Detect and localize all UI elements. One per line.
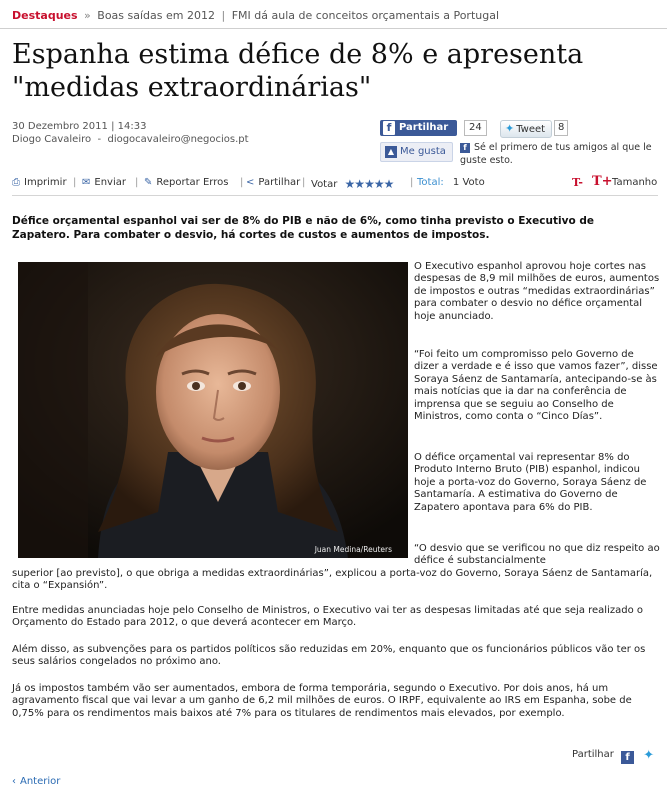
toolbar-divider: | [135,177,139,188]
twitter-bird-icon[interactable]: ✦ [643,748,655,763]
envelope-icon: ✉ [82,177,91,188]
send-label: Enviar [94,177,126,188]
toolbar-divider: | [302,177,306,188]
font-size-label: Tamanho [612,177,658,188]
bottom-share-label: Partilhar [572,749,614,760]
font-smaller-button[interactable]: T- [572,176,583,189]
breadcrumb [12,9,499,22]
tweet-count: 8 [554,120,568,136]
author-email[interactable]: diogocavaleiro@negocios.pt [107,134,249,145]
rating-stars[interactable] [345,177,394,191]
share-icon: < [246,177,255,188]
facebook-small-icon: f [460,143,470,153]
like-note [460,141,656,167]
byline-separator: - [94,134,105,145]
facebook-share-count: 24 [464,120,487,136]
raquo-separator: » [84,9,91,22]
article-lead: Défice orçamental espanhol vai ser de 8% do PIB e não de 6%, como tinha previsto o Executivo de Zapatero. Para combater o desvio, há cortes de custos e aumentos de impostos. [12,215,594,241]
article-meta [12,120,249,146]
twitter-bird-icon: ✦ [505,122,515,135]
vote-total [417,177,485,188]
breadcrumb-link-1[interactable]: Boas saídas em 2012 [97,9,215,22]
facebook-share-button[interactable] [380,120,457,136]
total-value: 1 Voto [452,177,485,188]
paragraph-3: O défice orçamental vai representar 8% do Produto Interno Bruto (PIB) espanhol, indicou hoje a porta-voz do Governo, Soraya Sáenz de Santamaría. A estimativa do Governo de Zapatero apontava para 6% do PIB. [414,452,647,513]
toolbar-divider: | [240,177,244,188]
report-label: Reportar Erros [156,177,229,188]
star-icon[interactable]: ★ [373,177,384,191]
star-icon[interactable]: ★ [354,177,365,191]
facebook-share-label: Partilhar [399,122,449,133]
paragraph-2: “Foi feito um compromisso pelo Governo de dizer a verdade e é isso que vamos fazer”, disse Soraya Sáenz de Santamaría, antecipando-se às mais notícias que ia dar na conferência de imprensa que se seguiu ao Conselho de Ministros, como conta o “Cinco Días”. [414,349,658,423]
breadcrumb-label: Destaques [12,9,78,22]
font-bigger-button[interactable]: T+ [592,174,613,189]
thumbs-up-icon: ▲ [385,146,397,158]
chevron-left-icon: ‹ [12,776,16,787]
tweet-label: Tweet [516,124,546,135]
send-button[interactable] [82,177,126,188]
article-byline [12,133,249,146]
like-label: Me gusta [400,146,446,157]
article-title: Espanha estima défice de 8% e apresenta "medidas extraordinárias" [12,39,584,103]
vote-control [311,177,393,191]
article-date: 30 Dezembro 2011 | 14:33 [12,121,147,132]
print-button[interactable] [12,177,67,188]
report-errors-button[interactable] [144,177,228,188]
printer-icon: ⎙ [12,177,20,188]
paragraph-4-part-1: “O desvio que se verificou no que diz respeito ao défice é substancialmente [414,543,660,567]
toolbar-divider-line [12,195,658,196]
toolbar-divider: | [73,177,77,188]
share-button[interactable] [246,177,300,188]
photo-illustration [18,262,408,558]
author-name: Diogo Cavaleiro [12,134,92,145]
top-bar [0,0,667,29]
previous-link[interactable] [12,776,60,787]
paragraph-4-part-2: superior [ao previsto], o que obriga a medidas extraordinárias”, explicou a porta-voz do Governo, Soraya Sáenz de Santamaría, cita o “Expansión”. [12,568,653,592]
bottom-share [572,748,654,764]
total-label: Total: [417,177,444,188]
star-icon[interactable]: ★ [383,177,394,191]
facebook-like-button[interactable] [380,142,453,162]
share-label: Partilhar [258,177,301,188]
like-note-text: Sé el primero de tus amigos al que le guste esto. [460,142,652,166]
paragraph-7: Já os impostos também vão ser aumentados, embora de forma temporária, segundo o Executivo. Por dois anos, há um agravamento fiscal que vai levar a um ganho de 6,2 mil milhões de euros. O IRPF, equivalente ao IRS em Espanha, sobe de 0,75% para os rendimentos mais baixos até 7% para os titulares de rendimentos mais elevados, por exemplo. [12,683,632,719]
facebook-icon[interactable]: f [621,751,634,764]
breadcrumb-link-2[interactable]: FMI dá aula de conceitos orçamentais a Portugal [231,9,500,22]
paragraph-5: Entre medidas anunciadas hoje pelo Conselho de Ministros, o Executivo vai ter as despesas limitadas até que seja realizado o Orçamento do Estado para 2012, o que deverá acontecer em Março. [12,605,644,629]
paragraph-1: O Executivo espanhol aprovou hoje cortes nas despesas de 8,9 mil milhões de euros, aumentos de impostos e outras “medidas extraordinárias” para combater o desvio no défice orçamental hoje anunciado. [414,261,660,322]
star-icon[interactable]: ★ [364,177,374,191]
tweet-button[interactable] [500,120,552,138]
toolbar-divider: | [410,177,414,188]
pencil-icon: ✎ [144,177,153,188]
photo-credit: Juan Medina/Reuters [314,545,392,554]
divider: | [221,9,226,22]
print-label: Imprimir [24,177,67,188]
article-toolbar [12,174,658,192]
previous-label: Anterior [20,776,61,787]
vote-label: Votar [311,179,338,190]
star-icon[interactable]: ★ [344,177,355,191]
article-photo [18,262,408,558]
facebook-icon: f [383,121,395,135]
paragraph-6: Além disso, as subvenções para os partidos políticos são reduzidas em 20%, enquanto que os funcionários públicos vão ter os seus salários congelados no próximo ano. [12,644,646,668]
